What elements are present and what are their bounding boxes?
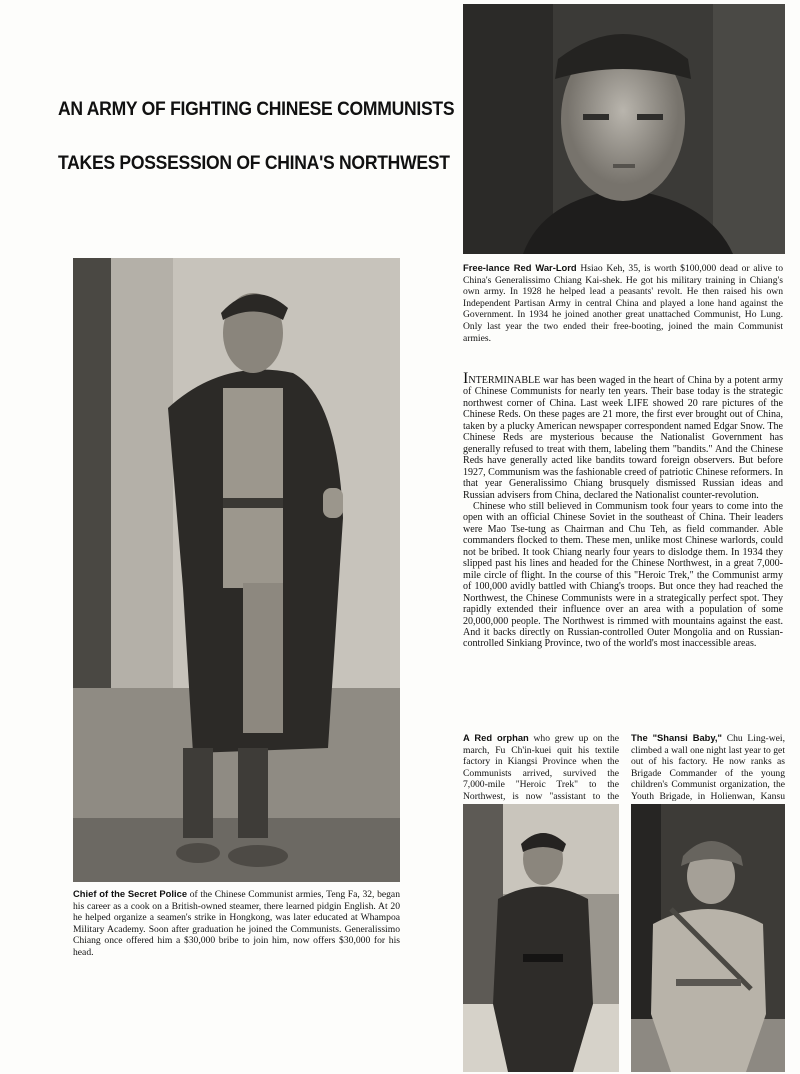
caption-teng-fa-text: of the Chinese Communist armies, Teng Fa, 32, began his career as a cook on a British-owned steamer, there learned pidgin English. At 20 he helped organize a seamen's strike in Hongkong, was later educated at Whampoa Military Academy. Soon after graduation he joined the Communists. Generalissimo Chiang once offered him a $30,000 bribe to join him, now offers $30,000 for his head. bbox=[73, 889, 400, 958]
article-paragraph-2: Chinese who still believed in Communism took four years to come into the open with an official Chinese Soviet in the southeast of China. Their leaders were Mao Tse-tung as Chairman and Chu Teh, as field commander. Able commanders flocked to them. These men, unlike most Chinese warlords, could not be bribed. It took Chiang nearly four years to dislodge them. In 1934 they slipped past his lines and headed for the Chinese Northwest, in a great 7,000-mile circle of flight. In the course of this "Heroic Trek," the Communist army of 100,000 avidly battled with Chiang's troops. But once they had reached the Northwest, the Chinese Communists were in a strategically perfect spot. They rapidly extended their influence over an area with a population of some 20,000,000 people. The Northwest is rimmed with mountains against the east. And it backs directly on Russian-controlled Outer Mongolia and on Russian-controlled Sinkiang Province, two of the world's most inaccessible areas. bbox=[463, 500, 783, 650]
headline-line-1: AN ARMY OF FIGHTING CHINESE COMMUNISTS bbox=[58, 98, 455, 120]
photo-teng-fa bbox=[73, 258, 400, 882]
article-body bbox=[463, 370, 784, 650]
caption-red-orphan-text: who grew up on the march, Fu Ch'in-kuei quit his textile factory in Kiangsi Province when the Communists arrived, survived the 7,000-mile "Heroic Trek" to the Northwest, is now "assistant to the bbox=[463, 733, 619, 802]
article-dropcap: I bbox=[463, 370, 469, 387]
caption-hsiao-keh-lead: Free-lance Red War-Lord bbox=[463, 262, 577, 273]
caption-shansi-baby-text: Chu Ling-wei, climbed a wall one night last year to get out of his factory. He now ranks as Brigade Commander of the young children's Communist organization, the Youth Brigade, in Holienwan, Kansu bbox=[631, 733, 785, 802]
photo-hsiao-keh bbox=[463, 4, 785, 254]
photo-shansi-baby bbox=[631, 804, 785, 1072]
page-headline bbox=[58, 98, 455, 208]
caption-teng-fa bbox=[73, 888, 400, 959]
photo-red-orphan-image bbox=[463, 804, 619, 1072]
photo-hsiao-keh-image bbox=[463, 4, 785, 254]
article-paragraph-1-text: war has been waged in the heart of China by a potent army of Chinese Communists for nearly ten years. Their base today is the strategic northwest corner of China. Last week LIFE showed 20 rare pictures of the Chinese Reds. On these pages are 21 more, the first ever brought out of China, taken by a plucky American newspaper correspondent named Edgar Snow. The Chinese Reds are mysterious because the Nationalist Government has generally refused to treat with them, labeling them "bandits." And the Chinese Reds have generally acted like bandits toward foreign observers. But before 1927, Communism was the fashionable creed of patriotic Chinese reformers. In that year Generalissimo Chiang brusquely dismissed Russian ideas and Russian advisers from China, declared the Nationalist counter-revolution. bbox=[463, 375, 784, 501]
caption-hsiao-keh bbox=[463, 262, 783, 344]
caption-teng-fa-lead: Chief of the Secret Police bbox=[73, 888, 188, 899]
caption-red-orphan-lead: A Red orphan bbox=[463, 732, 529, 743]
caption-red-orphan bbox=[463, 732, 619, 814]
caption-shansi-baby bbox=[631, 732, 785, 814]
article-dropcap-rest: NTERMINABLE bbox=[468, 375, 541, 386]
photo-teng-fa-image bbox=[73, 258, 400, 882]
photo-red-orphan bbox=[463, 804, 619, 1072]
photo-shansi-baby-image bbox=[631, 804, 785, 1072]
article-paragraph-1 bbox=[463, 370, 784, 501]
caption-shansi-baby-lead: The "Shansi Baby," bbox=[631, 732, 722, 743]
caption-hsiao-keh-text: Hsiao Keh, 35, is worth $100,000 dead or alive to China's Generalissimo Chiang Kai-shek. He got his military training in Chiang's own army. In 1928 he helped lead a peasants' revolt. He then raised his own Independent Partisan Army in central China and played a lone hand against the Government. In 1934 he joined another great unattached Communist, Ho Lung. Only last year the two ended their free-booting, joined the main Communist armies. bbox=[463, 263, 783, 344]
headline-line-2: TAKES POSSESSION OF CHINA'S NORTHWEST bbox=[58, 152, 450, 174]
